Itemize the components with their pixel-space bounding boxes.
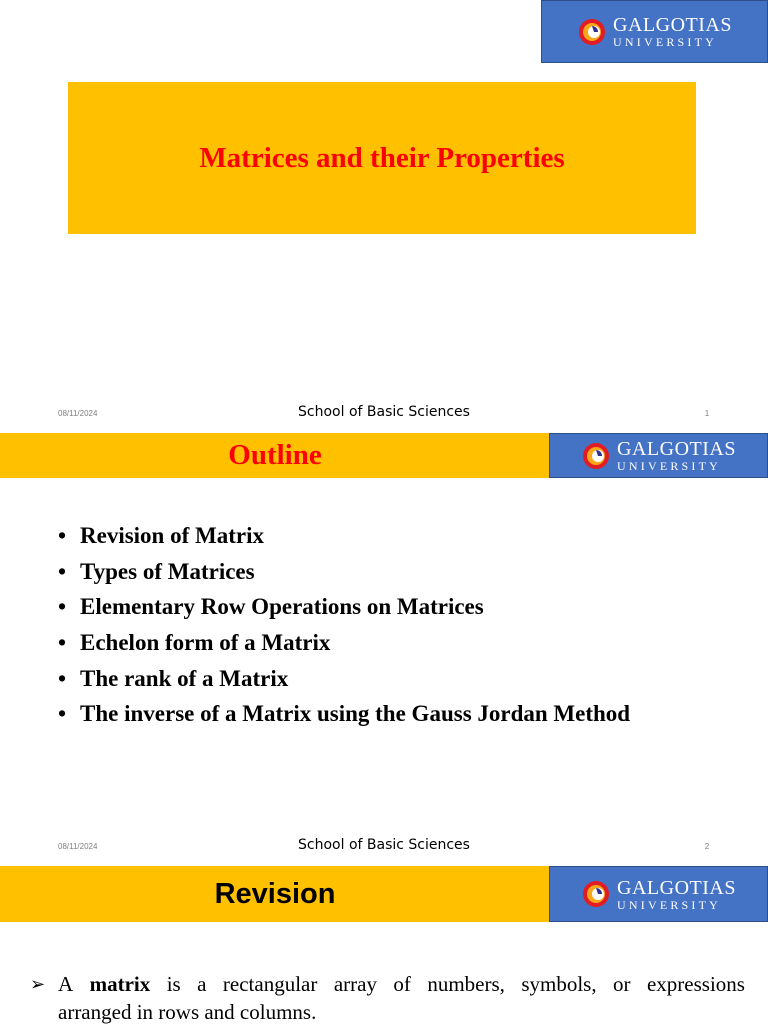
slide-title: Outline	[228, 439, 322, 471]
logo-name: GALGOTIAS	[617, 438, 736, 460]
bullet-dot-icon: •	[58, 630, 67, 656]
list-item	[58, 697, 630, 733]
list-item-label: Elementary Row Operations on Matrices	[80, 594, 484, 620]
footer-date: 08/11/2024	[58, 842, 98, 851]
logo-subtitle: UNIVERSITY	[617, 897, 722, 912]
word: is	[166, 972, 181, 996]
footer-school: School of Basic Sciences	[298, 837, 470, 853]
word: rectangular	[222, 972, 318, 996]
galgotias-swirl-icon	[577, 17, 607, 47]
word: expressions	[646, 972, 745, 996]
galgotias-swirl-icon	[581, 879, 611, 909]
title-box	[68, 82, 696, 234]
list-item	[58, 662, 630, 698]
word: array	[333, 972, 377, 996]
paragraph-line-1	[58, 970, 745, 998]
slide-3	[0, 865, 768, 1024]
page-number: 1	[704, 409, 710, 418]
word: numbers,	[427, 972, 505, 996]
list-item-label: Echelon form of a Matrix	[80, 630, 331, 656]
bullet-dot-icon: •	[58, 558, 67, 584]
revision-paragraph	[30, 970, 745, 1024]
list-item	[58, 590, 630, 626]
list-item-label: Types of Matrices	[80, 558, 255, 584]
word: of	[393, 972, 411, 996]
bullet-dot-icon: •	[58, 665, 67, 691]
galgotias-swirl-icon	[581, 441, 611, 471]
bullet-dot-icon: •	[58, 594, 67, 620]
slide-title: Revision	[214, 877, 336, 910]
logo-subtitle: UNIVERSITY	[617, 459, 722, 473]
header-bar	[0, 433, 550, 478]
university-logo	[541, 0, 768, 63]
list-item-label: The rank of a Matrix	[80, 665, 289, 691]
word: or	[613, 972, 631, 996]
list-item	[58, 555, 630, 591]
word: symbols,	[521, 972, 597, 996]
keyword-matrix: matrix	[89, 972, 151, 996]
footer-school: School of Basic Sciences	[298, 404, 470, 420]
university-logo	[549, 433, 768, 478]
page-number: 2	[704, 842, 710, 851]
bullet-dot-icon: •	[58, 523, 67, 548]
word: A	[58, 972, 74, 996]
logo-subtitle: UNIVERSITY	[613, 35, 718, 49]
outline-list	[58, 519, 630, 733]
slide-1	[0, 0, 768, 432]
bullet-dot-icon: •	[58, 701, 67, 727]
logo-name: GALGOTIAS	[613, 14, 732, 36]
slide-2	[0, 432, 768, 865]
paragraph-line-2: arranged in rows and columns.	[58, 1000, 317, 1024]
list-item-label: The inverse of a Matrix using the Gauss Jordan Method	[80, 701, 631, 727]
arrow-bullet-icon: ➢	[30, 974, 46, 994]
word: a	[197, 972, 207, 996]
footer-date: 08/11/2024	[58, 409, 98, 418]
header-bar	[0, 866, 550, 922]
list-item	[58, 626, 630, 662]
university-logo	[549, 866, 768, 922]
slide-title: Matrices and their Properties	[199, 141, 565, 174]
list-item-label: Revision of Matrix	[80, 523, 264, 548]
list-item	[58, 519, 630, 555]
logo-name: GALGOTIAS	[617, 876, 736, 899]
